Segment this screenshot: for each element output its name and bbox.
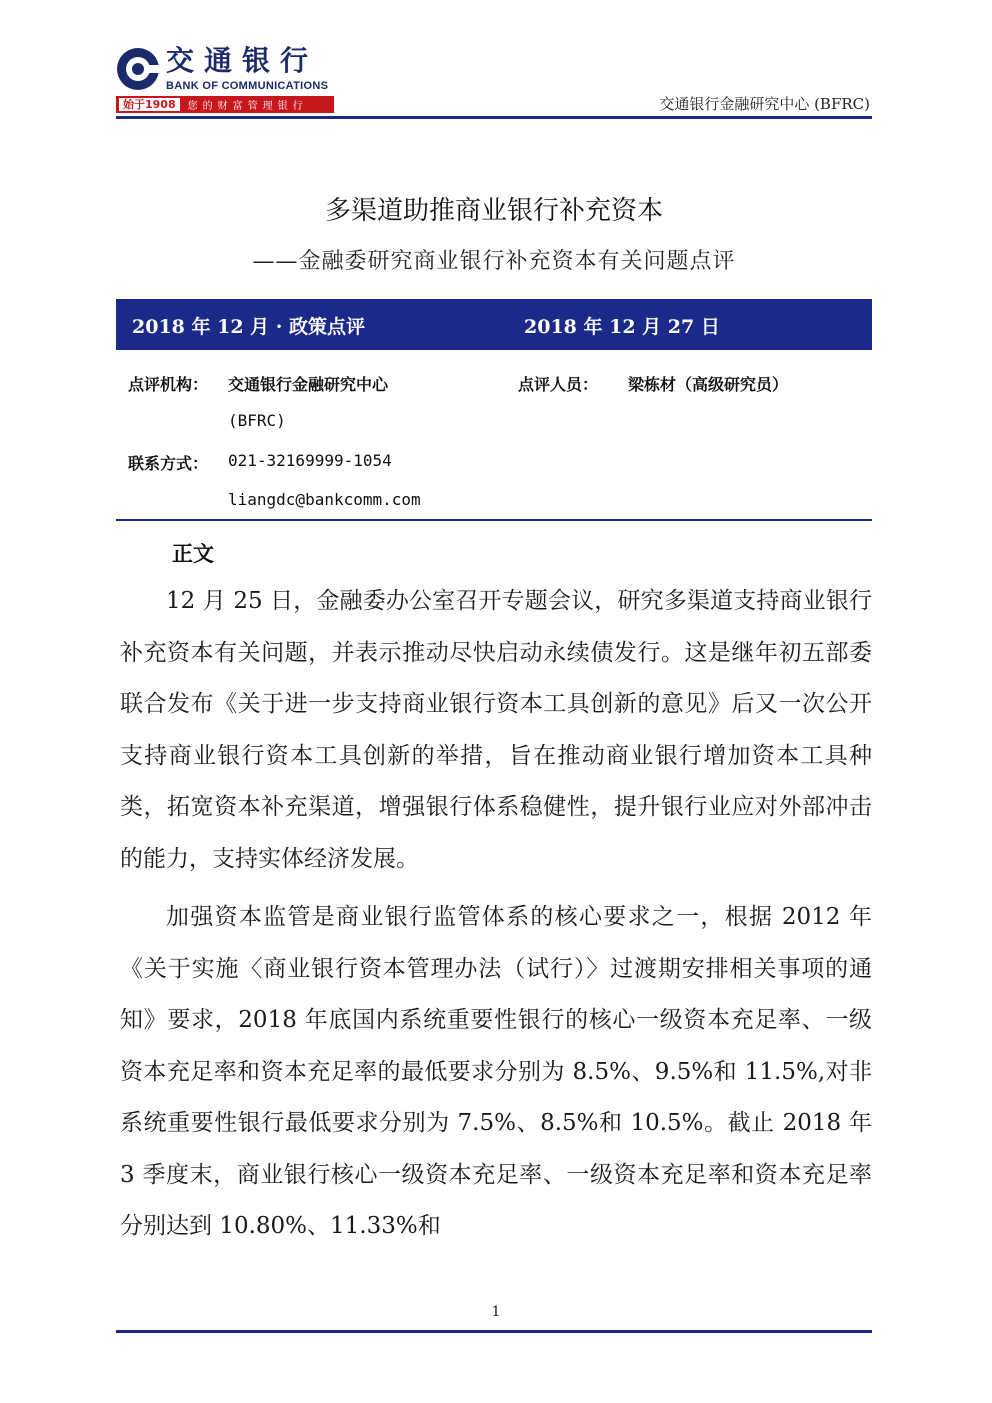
logo-slogan-bar <box>116 96 334 113</box>
logo-english-name: BANK OF COMMUNICATIONS <box>166 80 329 92</box>
logo-year: 始于1908 <box>119 98 180 111</box>
paragraph: 加强资本监管是商业银行监管体系的核心要求之一，根据 2012 年《关于实施〈商业银行资本管理办法（试行）〉过渡期安排相关事项的通知》要求，2018 年底国内系统重要性银行的核心一级资本充足率、一级资本充足率和资本充足率的最低要求分别为 8.5%、9.5%和 11.5%,对非系统重要性银行最低要求分别为 7.5%、8.5%和 10.5%。截止 2018 年 3 季度末，商业银行核心一级资本充足率、一级资本充足率和资本充足率分别达到 10.80%、11.33%和 <box>120 904 872 1239</box>
reviewer-value: 梁栋材（高级研究员） <box>628 375 789 394</box>
logo-slogan: 您的财富管理银行 <box>187 101 308 112</box>
org-value-abbr: (BFRC) <box>228 411 286 430</box>
paragraph: 12 月 25 日，金融委办公室召开专题会议，研究多渠道支持商业银行补充资本有关问题，并表示推动尽快启动永续债发行。这是继年初五部委联合发布《关于进一步支持商业银行资本工具创新的意见》后又一次公开支持商业银行资本工具创新的举措，旨在推动商业银行增加资本工具种类，拓宽资本补充渠道，增强银行体系稳健性，提升银行业应对外部冲击的能力，支持实体经济发展。 <box>120 588 872 872</box>
page-number: 1 <box>491 1304 501 1320</box>
org-value: 交通银行金融研究中心 <box>228 375 389 394</box>
header-rule <box>116 116 872 119</box>
report-category: 2018 年 12 月 · 政策点评 <box>132 316 366 338</box>
report-date: 2018 年 12 月 27 日 <box>524 316 720 338</box>
article-body <box>120 576 872 1260</box>
reviewer-label: 点评人员： <box>518 375 599 394</box>
footer-rule <box>116 1330 872 1333</box>
contact-phone: 021-32169999-1054 <box>228 451 392 470</box>
bank-logo <box>116 44 338 116</box>
section-title: 正文 <box>172 542 214 566</box>
header-research-center: 交通银行金融研究中心 (BFRC) <box>659 95 870 113</box>
report-info-band <box>116 299 872 350</box>
logo-chinese-name: 交通银行 <box>166 44 319 77</box>
meta-rule <box>116 519 872 521</box>
org-label: 点评机构： <box>128 375 209 394</box>
page-title: 多渠道助推商业银行补充资本 <box>324 196 663 226</box>
bank-logo-mark-icon <box>116 47 160 91</box>
page-subtitle: ——金融委研究商业银行补充资本有关问题点评 <box>252 249 736 274</box>
contact-label: 联系方式： <box>128 454 209 473</box>
contact-email[interactable]: liangdc@bankcomm.com <box>228 490 421 509</box>
